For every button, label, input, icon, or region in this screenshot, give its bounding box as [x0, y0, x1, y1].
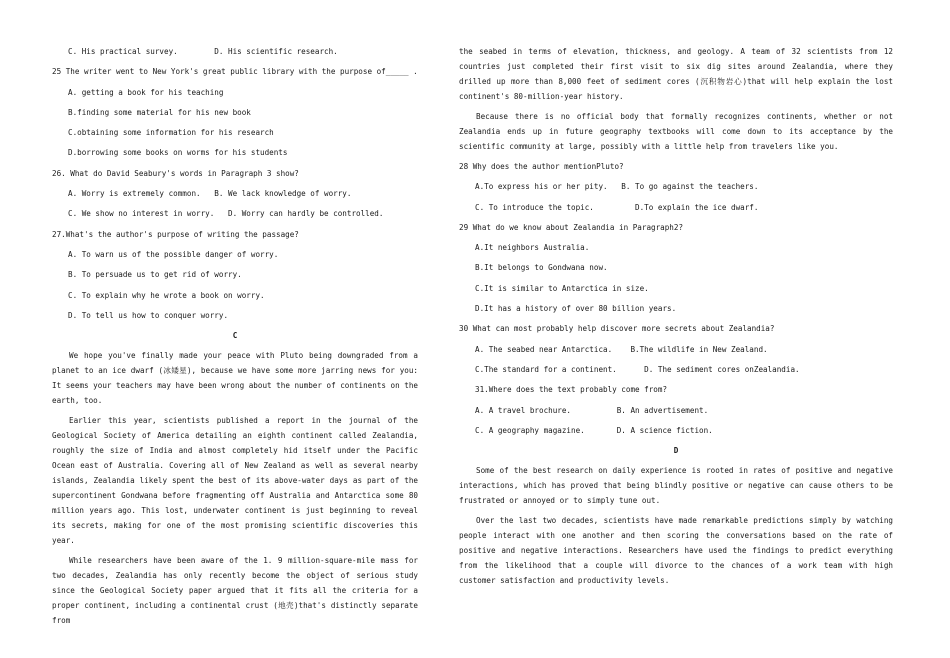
q27-question: 27.What's the author's purpose of writing the passage? — [52, 229, 299, 239]
q26-question: 26. What do David Seabury's words in Paragraph 3 show? — [52, 168, 299, 178]
q31-question: 31.Where does the text probably come from? — [475, 385, 668, 395]
q29-option-b: B.It belongs to Gondwana now. — [475, 263, 608, 273]
q31-options-ab: A. A travel brochure. B. An advertisement. — [475, 405, 709, 415]
q26-options-ab: A. Worry is extremely common. B. We lack knowledge of worry. — [68, 189, 352, 199]
q27-option-c: C. To explain why he wrote a book on worry. — [68, 290, 265, 300]
q29-option-a: A.It neighbors Australia. — [475, 243, 590, 253]
q30-options-ab: A. The seabed near Antarctica. B.The wildlife in New Zealand. — [475, 344, 768, 354]
q31-options-cd: C. A geography magazine. D. A science fiction. — [475, 425, 713, 435]
passage-c-paragraph-4: Because there is no official body that formally recognizes continents, whether or not Zealandia ends up in future geography textbooks will come down to its acceptance by the scientific community at large, possibly with a little help from travelers like you. — [459, 112, 893, 151]
q27-option-a: A. To warn us of the possible danger of worry. — [68, 249, 279, 259]
q26-options-cd: C. We show no interest in worry. D. Worry can hardly be controlled. — [68, 209, 384, 219]
q25-option-b: B.finding some material for his new book — [68, 107, 251, 117]
q24-options: C. His practical survey. D. His scientific research. — [68, 47, 338, 56]
q28-question: 28 Why does the author mentionPluto? — [459, 162, 624, 171]
passage-c-paragraph-3: While researchers have been aware of the 1. 9 million-square-mile mass for two decades, Zealandia has only recently become the object of serious study since the Geological Society paper argued that it fits all the criteria for a proper continent, including a continental crust (地壳)that's distinctly separate from — [52, 556, 418, 626]
right-column — [459, 44, 893, 593]
q30-question: 30 What can most probably help discover more secrets about Zealandia? — [459, 324, 775, 334]
q27-option-d: D. To tell us how to conquer worry. — [68, 310, 229, 320]
passage-c-paragraph-3-continued: the seabed in terms of elevation, thickness, and geology. A team of 32 scientists from 12 countries just completed their first visit to six dig sites around Zealandia, where they drilled up more than 8,000 feet of sediment cores (沉积物岩心)that will help explain the lost continent's 80-million-year history. — [459, 47, 893, 101]
q30-options-cd: C.The standard for a continent. D. The sediment cores onZealandia. — [475, 364, 800, 374]
q28-options-cd: C. To introduce the topic. D.To explain the ice dwarf. — [475, 202, 759, 212]
q25-option-a: A. getting a book for his teaching — [68, 87, 224, 97]
passage-c-paragraph-2: Earlier this year, scientists published a report in the journal of the Geological Society of America detailing an eighth continent called Zealandia, roughly the size of India and almost completely hid itself under the Pacific Ocean east of Australia. Covering all of New Zealand as well as several nearby islands, Zealandia likely spent the best of its above-water days as part of the supercontinent Gondwana before fragmenting off Australia and Antarctica some 80 million years ago. This lost, underwater continent is just beginning to reveal its secrets, making for one of the most promising scientific discoveries this year. — [52, 416, 418, 546]
q27-option-b: B. To persuade us to get rid of worry. — [68, 270, 242, 280]
q29-option-c: C.It is similar to Antarctica in size. — [475, 283, 649, 293]
passage-d-paragraph-2: Over the last two decades, scientists have made remarkable predictions simply by watching people interact with one another and then scoring the conversations based on the rate of positive and negative interactions. Researchers have used the findings to predict everything from the likelihood that a couple will divorce to the chances of a work team with high customer satisfaction and productivity levels. — [459, 516, 893, 586]
q29-question: 29 What do we know about Zealandia in Paragraph2? — [459, 222, 684, 232]
q25-option-c: C.obtaining some information for his research — [68, 128, 274, 138]
section-d-heading: D — [673, 446, 679, 456]
left-column — [52, 44, 418, 633]
q25-question: 25 The writer went to New York's great public library with the purpose of_____ . — [52, 67, 418, 77]
q25-option-d: D.borrowing some books on worms for his students — [68, 148, 288, 158]
passage-d-paragraph-1: Some of the best research on daily experience is rooted in rates of positive and negative interactions, which has proved that being blindly positive or negative can cause others to be frustrated or annoyed or to simply tune out. — [459, 466, 893, 506]
section-c-heading: C — [232, 331, 238, 341]
q29-option-d: D.It has a history of over 80 billion years. — [475, 304, 677, 314]
q28-options-ab: A.To express his or her pity. B. To go against the teachers. — [475, 182, 759, 192]
passage-c-paragraph-1: We hope you've finally made your peace with Pluto being downgraded from a planet to an ice dwarf (冰矮星), because we have some more jarring news for you: It seems your teachers may have been wrong about the number of continents on the earth, too. — [52, 351, 418, 406]
